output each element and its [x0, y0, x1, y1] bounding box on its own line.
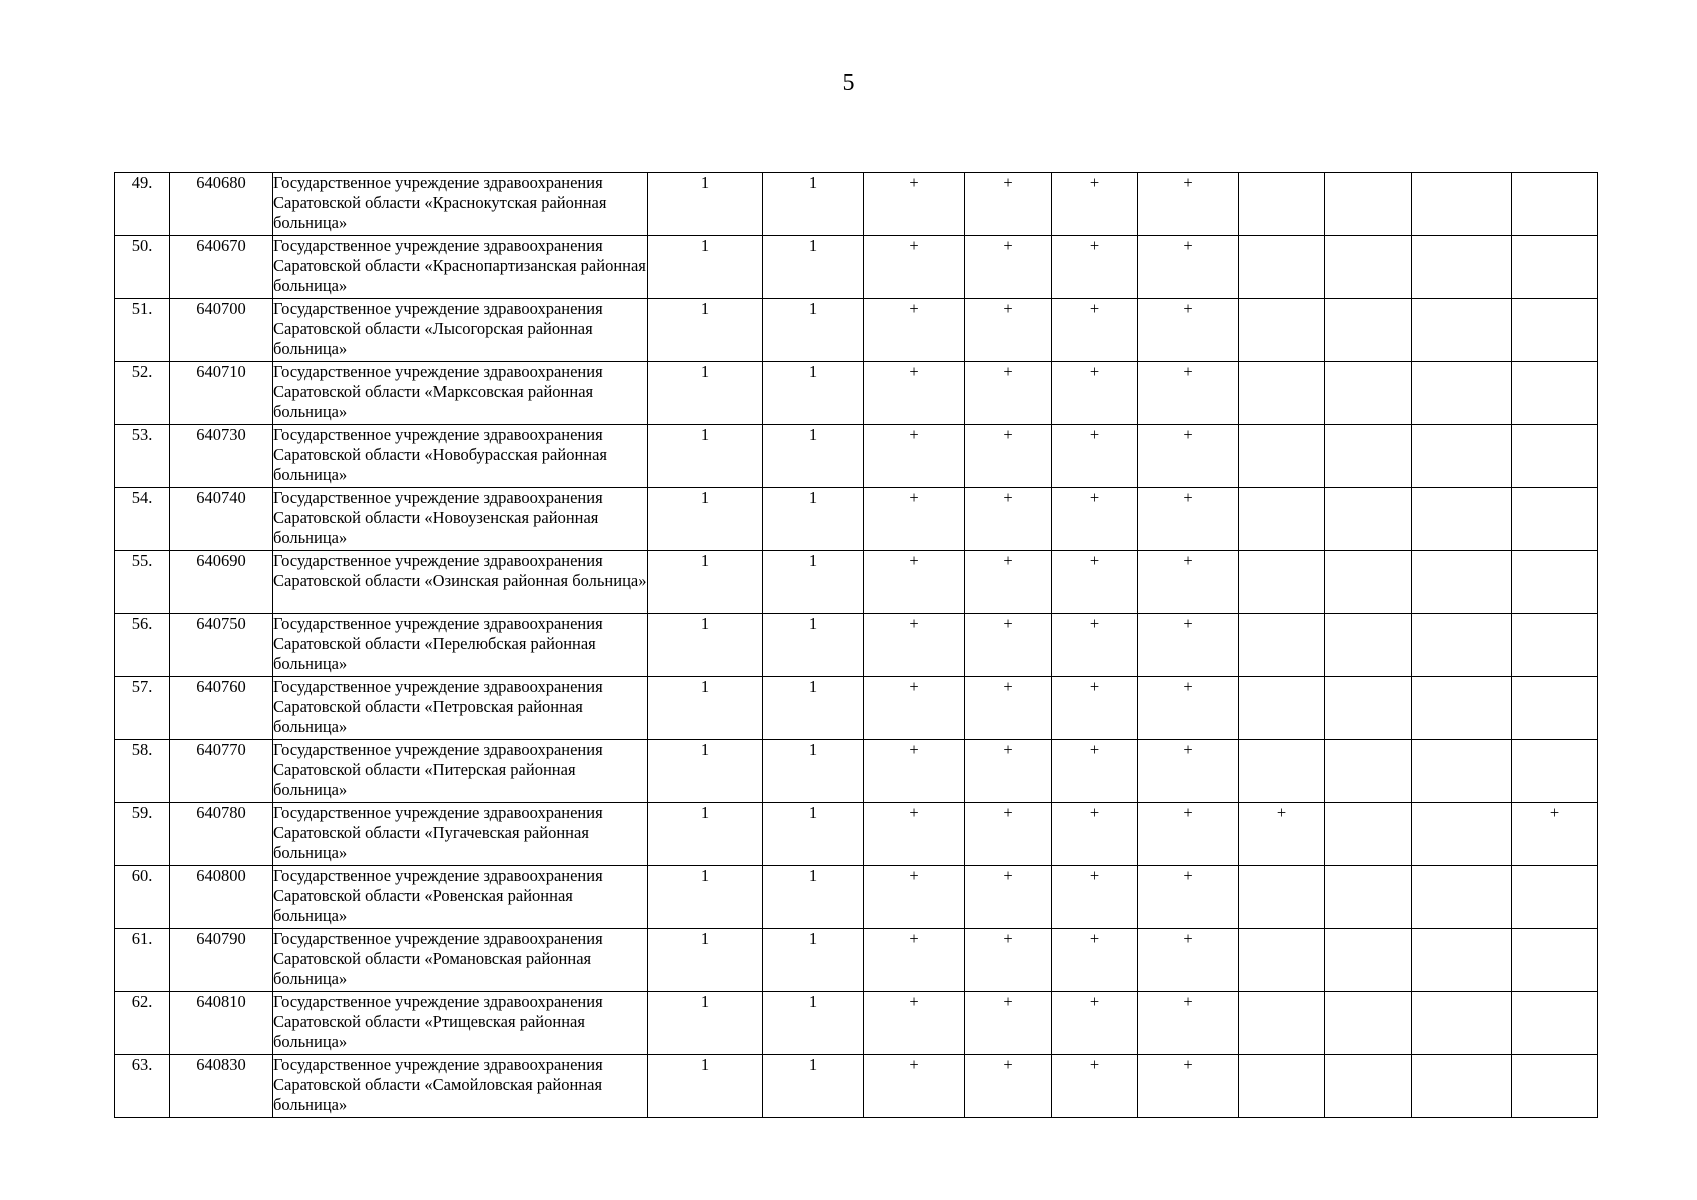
value-cell-2: 1 — [763, 551, 864, 614]
mark-cell-5 — [1239, 236, 1325, 299]
mark-cell-4: + — [1138, 614, 1239, 677]
value-cell-1: 1 — [648, 929, 763, 992]
table-row — [115, 614, 1598, 677]
mark-cell-1: + — [864, 362, 965, 425]
mark-cell-2: + — [965, 173, 1052, 236]
table-row — [115, 677, 1598, 740]
mark-cell-3: + — [1052, 551, 1138, 614]
organization-name: Государственное учреждение здравоохранения Саратовской области «Самойловская районная больница» — [273, 1055, 648, 1118]
mark-cell-7 — [1412, 992, 1512, 1055]
mark-cell-2: + — [965, 1055, 1052, 1118]
table-row — [115, 425, 1598, 488]
row-number: 56. — [115, 614, 170, 677]
mark-cell-1: + — [864, 677, 965, 740]
row-number: 57. — [115, 677, 170, 740]
mark-cell-2: + — [965, 677, 1052, 740]
row-number: 49. — [115, 173, 170, 236]
row-number: 51. — [115, 299, 170, 362]
table-row — [115, 992, 1598, 1055]
mark-cell-3: + — [1052, 299, 1138, 362]
table-row — [115, 488, 1598, 551]
value-cell-2: 1 — [763, 299, 864, 362]
value-cell-1: 1 — [648, 299, 763, 362]
mark-cell-8 — [1512, 362, 1598, 425]
mark-cell-1: + — [864, 488, 965, 551]
mark-cell-6 — [1325, 614, 1412, 677]
row-number: 54. — [115, 488, 170, 551]
value-cell-2: 1 — [763, 929, 864, 992]
mark-cell-5 — [1239, 677, 1325, 740]
organization-name: Государственное учреждение здравоохранения Саратовской области «Марксовская районная больница» — [273, 362, 648, 425]
value-cell-2: 1 — [763, 362, 864, 425]
table-row — [115, 362, 1598, 425]
organization-code: 640780 — [170, 803, 273, 866]
organization-code: 640790 — [170, 929, 273, 992]
mark-cell-1: + — [864, 551, 965, 614]
value-cell-1: 1 — [648, 425, 763, 488]
mark-cell-8 — [1512, 299, 1598, 362]
mark-cell-5 — [1239, 866, 1325, 929]
mark-cell-7 — [1412, 425, 1512, 488]
organization-code: 640710 — [170, 362, 273, 425]
mark-cell-3: + — [1052, 488, 1138, 551]
mark-cell-5 — [1239, 1055, 1325, 1118]
organization-name: Государственное учреждение здравоохранения Саратовской области «Новобурасская районная больница» — [273, 425, 648, 488]
value-cell-2: 1 — [763, 173, 864, 236]
value-cell-1: 1 — [648, 551, 763, 614]
mark-cell-7 — [1412, 299, 1512, 362]
mark-cell-2: + — [965, 425, 1052, 488]
row-number: 59. — [115, 803, 170, 866]
organization-code: 640670 — [170, 236, 273, 299]
mark-cell-3: + — [1052, 614, 1138, 677]
table-row — [115, 236, 1598, 299]
mark-cell-3: + — [1052, 425, 1138, 488]
mark-cell-6 — [1325, 803, 1412, 866]
page-number: 5 — [842, 70, 855, 96]
organizations-table — [114, 172, 1598, 1118]
organization-name: Государственное учреждение здравоохранения Саратовской области «Краснопартизанская районная больница» — [273, 236, 648, 299]
mark-cell-2: + — [965, 362, 1052, 425]
value-cell-1: 1 — [648, 740, 763, 803]
mark-cell-2: + — [965, 236, 1052, 299]
value-cell-2: 1 — [763, 236, 864, 299]
mark-cell-8 — [1512, 929, 1598, 992]
table-row — [115, 740, 1598, 803]
value-cell-2: 1 — [763, 1055, 864, 1118]
row-number: 55. — [115, 551, 170, 614]
mark-cell-5 — [1239, 173, 1325, 236]
mark-cell-4: + — [1138, 929, 1239, 992]
organization-name: Государственное учреждение здравоохранения Саратовской области «Романовская районная больница» — [273, 929, 648, 992]
mark-cell-7 — [1412, 614, 1512, 677]
mark-cell-6 — [1325, 488, 1412, 551]
mark-cell-6 — [1325, 1055, 1412, 1118]
mark-cell-1: + — [864, 173, 965, 236]
organization-code: 640680 — [170, 173, 273, 236]
organization-code: 640730 — [170, 425, 273, 488]
mark-cell-4: + — [1138, 362, 1239, 425]
mark-cell-6 — [1325, 740, 1412, 803]
mark-cell-6 — [1325, 362, 1412, 425]
value-cell-2: 1 — [763, 803, 864, 866]
organization-name: Государственное учреждение здравоохранения Саратовской области «Краснокутская районная больница» — [273, 173, 648, 236]
table-row — [115, 866, 1598, 929]
mark-cell-8 — [1512, 236, 1598, 299]
mark-cell-4: + — [1138, 803, 1239, 866]
mark-cell-8 — [1512, 173, 1598, 236]
mark-cell-3: + — [1052, 173, 1138, 236]
organization-code: 640760 — [170, 677, 273, 740]
value-cell-1: 1 — [648, 236, 763, 299]
mark-cell-6 — [1325, 677, 1412, 740]
mark-cell-3: + — [1052, 929, 1138, 992]
mark-cell-5 — [1239, 929, 1325, 992]
mark-cell-3: + — [1052, 677, 1138, 740]
organization-code: 640700 — [170, 299, 273, 362]
mark-cell-4: + — [1138, 677, 1239, 740]
mark-cell-2: + — [965, 488, 1052, 551]
mark-cell-2: + — [965, 614, 1052, 677]
mark-cell-8 — [1512, 740, 1598, 803]
mark-cell-7 — [1412, 677, 1512, 740]
organization-code: 640810 — [170, 992, 273, 1055]
mark-cell-8: + — [1512, 803, 1598, 866]
organization-name: Государственное учреждение здравоохранения Саратовской области «Лысогорская районная больница» — [273, 299, 648, 362]
mark-cell-5 — [1239, 614, 1325, 677]
mark-cell-4: + — [1138, 1055, 1239, 1118]
mark-cell-1: + — [864, 614, 965, 677]
value-cell-1: 1 — [648, 677, 763, 740]
mark-cell-3: + — [1052, 992, 1138, 1055]
mark-cell-8 — [1512, 1055, 1598, 1118]
value-cell-2: 1 — [763, 866, 864, 929]
mark-cell-6 — [1325, 173, 1412, 236]
mark-cell-2: + — [965, 866, 1052, 929]
row-number: 63. — [115, 1055, 170, 1118]
value-cell-1: 1 — [648, 362, 763, 425]
mark-cell-2: + — [965, 929, 1052, 992]
mark-cell-4: + — [1138, 425, 1239, 488]
mark-cell-1: + — [864, 425, 965, 488]
mark-cell-4: + — [1138, 488, 1239, 551]
mark-cell-1: + — [864, 236, 965, 299]
mark-cell-1: + — [864, 803, 965, 866]
value-cell-2: 1 — [763, 992, 864, 1055]
mark-cell-5 — [1239, 488, 1325, 551]
mark-cell-2: + — [965, 551, 1052, 614]
mark-cell-6 — [1325, 929, 1412, 992]
mark-cell-8 — [1512, 677, 1598, 740]
mark-cell-1: + — [864, 299, 965, 362]
mark-cell-2: + — [965, 299, 1052, 362]
mark-cell-8 — [1512, 551, 1598, 614]
row-number: 50. — [115, 236, 170, 299]
mark-cell-8 — [1512, 614, 1598, 677]
mark-cell-8 — [1512, 992, 1598, 1055]
mark-cell-6 — [1325, 236, 1412, 299]
value-cell-1: 1 — [648, 173, 763, 236]
organization-name: Государственное учреждение здравоохранения Саратовской области «Перелюбская районная больница» — [273, 614, 648, 677]
mark-cell-4: + — [1138, 236, 1239, 299]
mark-cell-7 — [1412, 740, 1512, 803]
mark-cell-2: + — [965, 803, 1052, 866]
mark-cell-4: + — [1138, 173, 1239, 236]
organization-name: Государственное учреждение здравоохранения Саратовской области «Новоузенская районная больница» — [273, 488, 648, 551]
mark-cell-6 — [1325, 425, 1412, 488]
table-row — [115, 929, 1598, 992]
mark-cell-4: + — [1138, 866, 1239, 929]
value-cell-2: 1 — [763, 740, 864, 803]
organization-name: Государственное учреждение здравоохранения Саратовской области «Ровенская районная больница» — [273, 866, 648, 929]
mark-cell-2: + — [965, 740, 1052, 803]
row-number: 52. — [115, 362, 170, 425]
value-cell-2: 1 — [763, 614, 864, 677]
mark-cell-1: + — [864, 992, 965, 1055]
value-cell-1: 1 — [648, 866, 763, 929]
organization-code: 640690 — [170, 551, 273, 614]
mark-cell-6 — [1325, 866, 1412, 929]
mark-cell-3: + — [1052, 803, 1138, 866]
mark-cell-5 — [1239, 992, 1325, 1055]
organization-code: 640800 — [170, 866, 273, 929]
organization-code: 640740 — [170, 488, 273, 551]
value-cell-1: 1 — [648, 992, 763, 1055]
mark-cell-7 — [1412, 803, 1512, 866]
mark-cell-1: + — [864, 929, 965, 992]
table-row — [115, 803, 1598, 866]
mark-cell-5 — [1239, 299, 1325, 362]
organization-code: 640770 — [170, 740, 273, 803]
mark-cell-3: + — [1052, 740, 1138, 803]
mark-cell-4: + — [1138, 740, 1239, 803]
row-number: 58. — [115, 740, 170, 803]
organization-name: Государственное учреждение здравоохранения Саратовской области «Пугачевская районная больница» — [273, 803, 648, 866]
value-cell-1: 1 — [648, 1055, 763, 1118]
mark-cell-8 — [1512, 425, 1598, 488]
mark-cell-1: + — [864, 740, 965, 803]
table-row — [115, 1055, 1598, 1118]
mark-cell-7 — [1412, 929, 1512, 992]
mark-cell-7 — [1412, 362, 1512, 425]
value-cell-1: 1 — [648, 803, 763, 866]
value-cell-1: 1 — [648, 488, 763, 551]
mark-cell-5 — [1239, 362, 1325, 425]
mark-cell-4: + — [1138, 299, 1239, 362]
row-number: 60. — [115, 866, 170, 929]
table-body — [115, 173, 1598, 1118]
mark-cell-4: + — [1138, 992, 1239, 1055]
mark-cell-1: + — [864, 1055, 965, 1118]
mark-cell-3: + — [1052, 362, 1138, 425]
mark-cell-6 — [1325, 299, 1412, 362]
mark-cell-3: + — [1052, 1055, 1138, 1118]
mark-cell-5 — [1239, 425, 1325, 488]
mark-cell-5 — [1239, 551, 1325, 614]
value-cell-1: 1 — [648, 614, 763, 677]
value-cell-2: 1 — [763, 677, 864, 740]
mark-cell-1: + — [864, 866, 965, 929]
mark-cell-7 — [1412, 866, 1512, 929]
table-row — [115, 299, 1598, 362]
mark-cell-7 — [1412, 236, 1512, 299]
mark-cell-5 — [1239, 740, 1325, 803]
mark-cell-3: + — [1052, 236, 1138, 299]
mark-cell-6 — [1325, 551, 1412, 614]
mark-cell-6 — [1325, 992, 1412, 1055]
mark-cell-8 — [1512, 866, 1598, 929]
mark-cell-7 — [1412, 173, 1512, 236]
organization-name: Государственное учреждение здравоохранения Саратовской области «Озинская районная больница» — [273, 551, 648, 614]
mark-cell-2: + — [965, 992, 1052, 1055]
mark-cell-8 — [1512, 488, 1598, 551]
mark-cell-7 — [1412, 1055, 1512, 1118]
value-cell-2: 1 — [763, 488, 864, 551]
organization-code: 640750 — [170, 614, 273, 677]
organization-name: Государственное учреждение здравоохранения Саратовской области «Питерская районная больница» — [273, 740, 648, 803]
row-number: 61. — [115, 929, 170, 992]
organization-name: Государственное учреждение здравоохранения Саратовской области «Ртищевская районная больница» — [273, 992, 648, 1055]
table-row — [115, 173, 1598, 236]
organization-code: 640830 — [170, 1055, 273, 1118]
value-cell-2: 1 — [763, 425, 864, 488]
mark-cell-7 — [1412, 488, 1512, 551]
mark-cell-5: + — [1239, 803, 1325, 866]
mark-cell-3: + — [1052, 866, 1138, 929]
mark-cell-7 — [1412, 551, 1512, 614]
table-row — [115, 551, 1598, 614]
row-number: 62. — [115, 992, 170, 1055]
mark-cell-4: + — [1138, 551, 1239, 614]
row-number: 53. — [115, 425, 170, 488]
organization-name: Государственное учреждение здравоохранения Саратовской области «Петровская районная больница» — [273, 677, 648, 740]
